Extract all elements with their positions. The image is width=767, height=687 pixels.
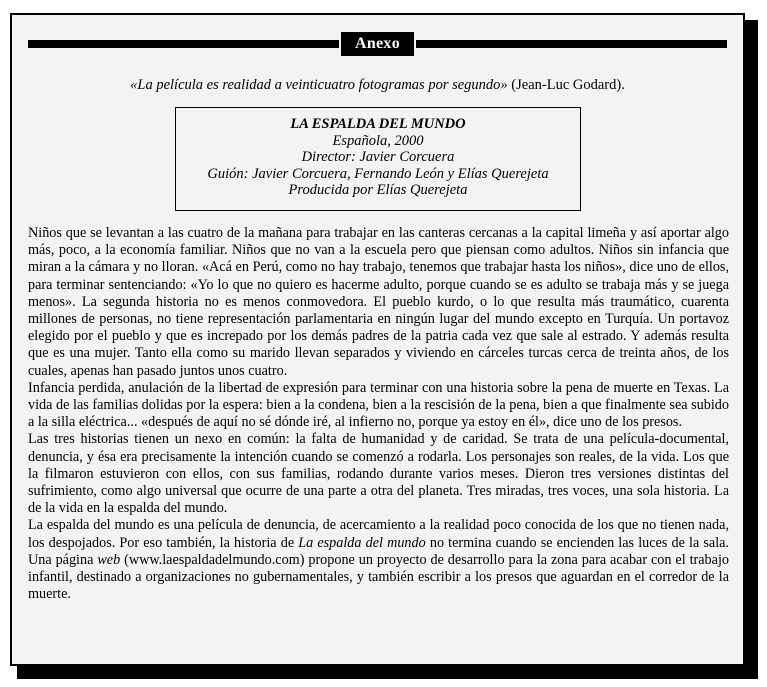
film-director: Director: Javier Corcuera (301, 149, 455, 165)
film-screenplay: Guión: Javier Corcuera, Fernando León y Elías Querejeta (207, 165, 549, 182)
section-header (28, 32, 727, 56)
paragraph-4-part-a: La espalda del mundo es una película de denuncia, de acercamiento a la realidad poco conocida de los que no tienen nada, los despojados. Por eso también, la historia de (28, 517, 729, 551)
quote-text: «La película es realidad a veinticuatro fotogramas por segundo» (130, 77, 508, 93)
paragraph-2: Infancia perdida, anulación de la libertad de expresión para terminar con una historia sobre la pena de muerte en Texas. La vida de las familias dolidas por la espera: bien a la condena, bien a la rescisión de la pena, bien a que finalmente sea subido a la silla eléctrica... «después de aquí no sé dónde iré, al infierno no, porque ya estoy en él», dice uno de los presos. (28, 379, 729, 431)
film-title-inline: La espalda del mundo (298, 534, 426, 551)
film-credits-box (175, 107, 581, 211)
paragraph-3: Las tres historias tienen un nexo en común: la falta de humanidad y de caridad. Se trata de una película-documental, denuncia, y ésa era precisamente la intención cuando se comenzó a rodarla. Los personajes son reales, de la vida. Los que la filmaron estuvieron con ellos, con sus familias, rodando durante varios meses. Dieron tres versiones distintas del sufrimiento, como algo universal que ocurre de una parte a otra del planeta. Tres miradas, tres voces, una sola historia. La de la vida en la espalda del mundo. (28, 431, 729, 517)
quote-author: (Jean-Luc Godard). (511, 77, 625, 93)
paragraph-4-part-c: (www.laespaldadelmundo.com) propone un proyecto de desarrollo para la zona para acabar con el trabajo infantil, destinado a organizaciones no gubernamentales, y también escribir a los presos que aguardan en el corredor de la muerte. (28, 551, 729, 603)
header-rule-right (416, 40, 727, 48)
paragraph-4 (28, 517, 729, 603)
film-title: LA ESPALDA DEL MUNDO (290, 116, 466, 132)
paragraph-4-part-b: no termina cuando se encienden las luces de la sala. Una página (28, 534, 729, 568)
epigraph-quote (12, 77, 743, 94)
annex-page (10, 13, 745, 666)
article-body (28, 225, 729, 603)
film-producer: Producida por Elías Querejeta (288, 182, 468, 198)
header-rule-left (28, 40, 339, 48)
section-title: Anexo (341, 32, 414, 56)
web-word: web (97, 551, 121, 568)
film-origin: Española, 2000 (332, 132, 424, 149)
paragraph-1: Niños que se levantan a las cuatro de la mañana para trabajar en las canteras cercanas a la capital limeña y así aportar algo más, poco, a la economía familiar. Niños que no van a la escuela pero que piensan como adultos. Niños sin infancia que miran a la cámara y no lloran. «Acá en Perú, como no hay trabajo, tenemos que trabajar hasta los niños», dice uno de ellos, para terminar sentenciando: «Yo lo que no quiero es hacerme adulto, porque cuando se es adulto se trabaja más y se juega menos». La segunda historia no es menos conmovedora. El pueblo kurdo, o lo que resulta más traumático, cuarenta millones de personas, no tiene representación parlamentaria en ningún lugar del mundo excepto en Turquía. Un portavoz elegido por el pueblo y que es increpado por los demás padres de la patria cada vez que sale al estrado. Y además resulta que es una mujer. Tanto ella como su marido llevan separados y viviendo en cárceles turcas cerca de treinta años, de los cuales, apenas han pasado juntos unos cuatro. (28, 225, 729, 379)
